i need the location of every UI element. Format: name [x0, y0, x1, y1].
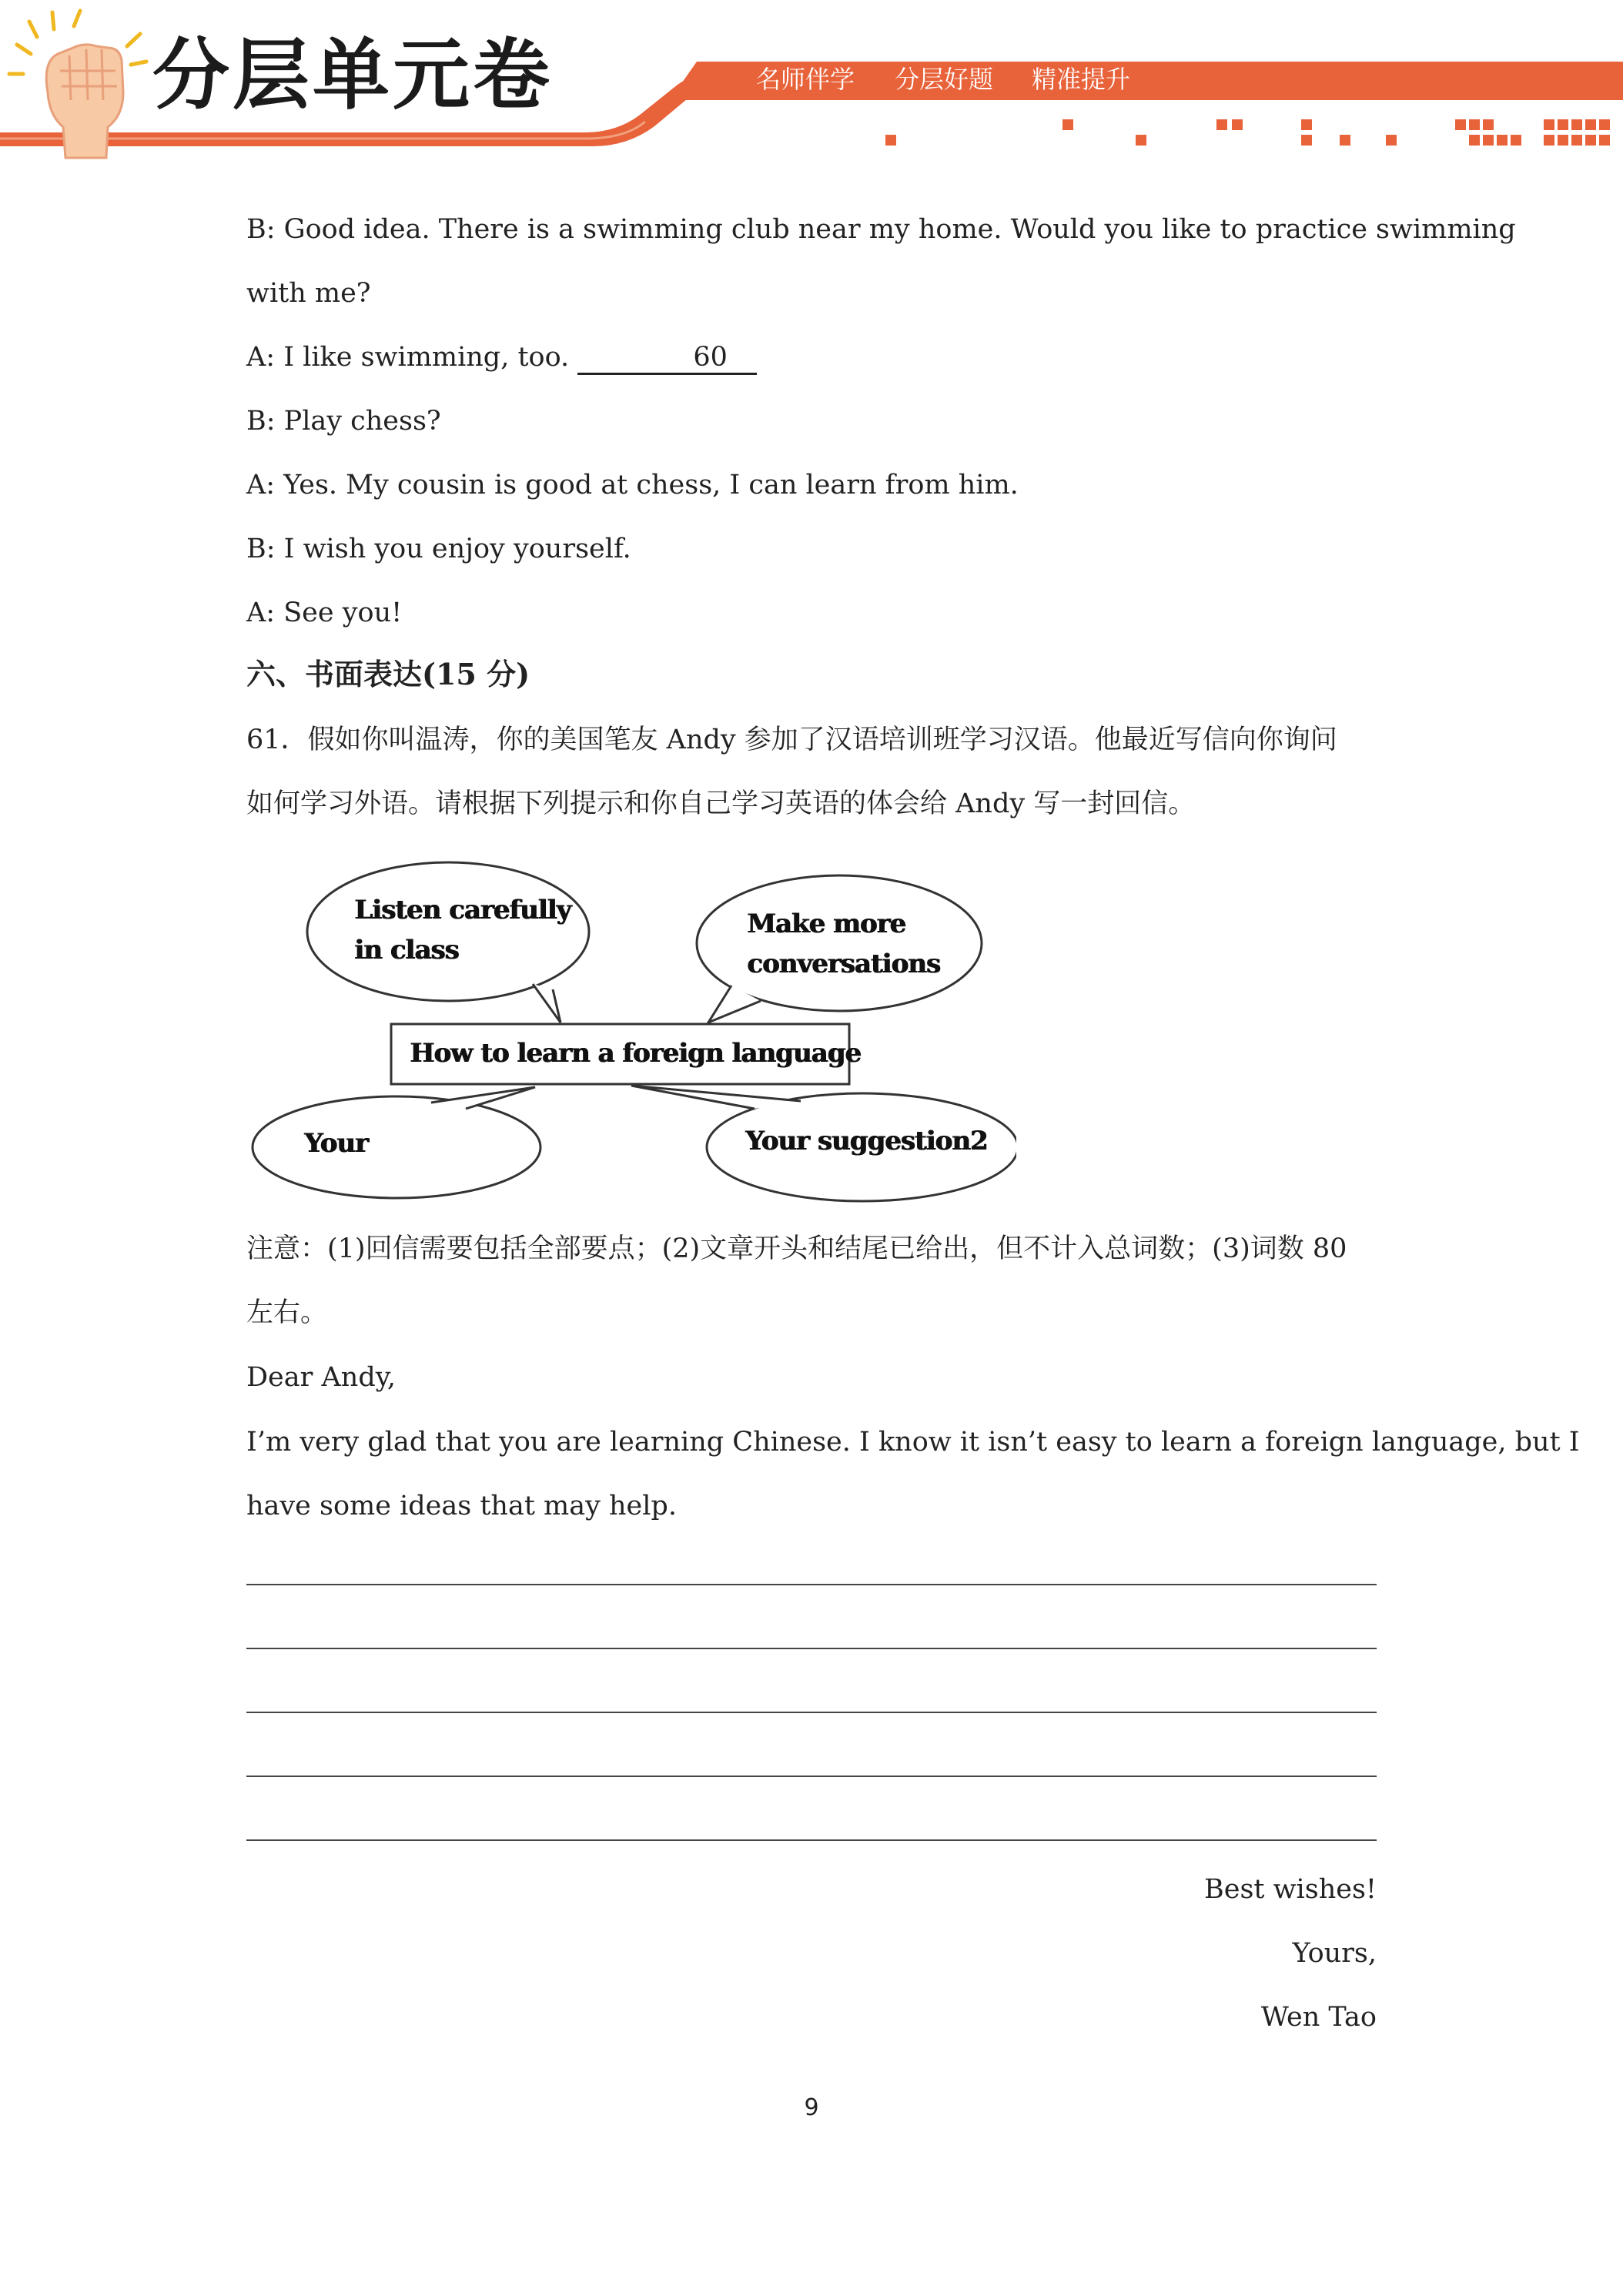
- writing-line[interactable]: [246, 1839, 1377, 1841]
- answer-blank-60[interactable]: [577, 342, 757, 375]
- slogan-1: 名师伴学: [756, 65, 855, 94]
- question-text: 如何学习外语。请根据下列提示和你自己学习英语的体会给 Andy 写一封回信。: [246, 788, 1196, 819]
- notes-text: 注意：(1)回信需要包括全部要点；(2)文章开头和结尾已给出，但不计入总词数；(3)词数 80: [246, 1233, 1347, 1264]
- section-heading: 六、书面表达(15 分): [246, 657, 530, 691]
- center-text: How to learn a foreign language: [410, 1038, 861, 1069]
- dialogue-text: A: I like swimming, too.: [246, 342, 578, 373]
- letter-signature: Wen Tao: [1260, 2002, 1377, 2033]
- bubble-top-left: [307, 862, 589, 1001]
- bubble-text: Your suggestion2: [745, 1126, 988, 1156]
- page-number: 9: [804, 2094, 819, 2121]
- bubble-text: conversations: [747, 949, 940, 979]
- letter-sign-off: Yours,: [1292, 1938, 1377, 1969]
- letter-closing: Best wishes!: [1204, 1874, 1377, 1905]
- bubble-text: Your: [304, 1128, 368, 1159]
- letter-greeting: Dear Andy,: [246, 1362, 396, 1393]
- letter-body: have some ideas that may help.: [246, 1491, 677, 1521]
- dialogue-line: with me?: [246, 278, 371, 309]
- notes-text: 左右。: [246, 1297, 328, 1328]
- writing-line[interactable]: [246, 1584, 1377, 1585]
- writing-line[interactable]: [246, 1712, 1377, 1713]
- bubble-text: Listen carefully: [354, 895, 571, 925]
- page-header: [0, 0, 1623, 162]
- slogan-3: 精准提升: [1032, 65, 1131, 94]
- letter-body: I’m very glad that you are learning Chinese. I know it isn’t easy to learn a foreign language, but I: [246, 1427, 1580, 1458]
- brand-title: 分层单元卷: [152, 30, 553, 120]
- writing-line[interactable]: [246, 1776, 1377, 1777]
- blank-number: 60: [693, 342, 728, 373]
- dialogue-line: B: Play chess?: [246, 406, 441, 437]
- slogan-2: 分层好题: [895, 65, 994, 94]
- dialogue-line: A: Yes. My cousin is good at chess, I can learn from him.: [246, 470, 1019, 500]
- bubble-bottom-left: [253, 1096, 540, 1198]
- dialogue-line: B: I wish you enjoy yourself.: [246, 534, 631, 564]
- bubble-text: Make more: [747, 909, 905, 939]
- dialogue-line: B: Good idea. There is a swimming club near my home. Would you like to practice swimming: [246, 214, 1516, 245]
- writing-line[interactable]: [246, 1648, 1377, 1649]
- question-text: 61．假如你叫温涛，你的美国笔友 Andy 参加了汉语培训班学习汉语。他最近写信向你询问: [246, 725, 1337, 755]
- dialogue-line: A: See you!: [246, 597, 403, 628]
- decorative-squares: [885, 119, 1610, 146]
- dialogue-line-with-blank: [246, 340, 757, 375]
- mind-map: [246, 855, 1016, 1209]
- bubble-text: in class: [354, 935, 459, 966]
